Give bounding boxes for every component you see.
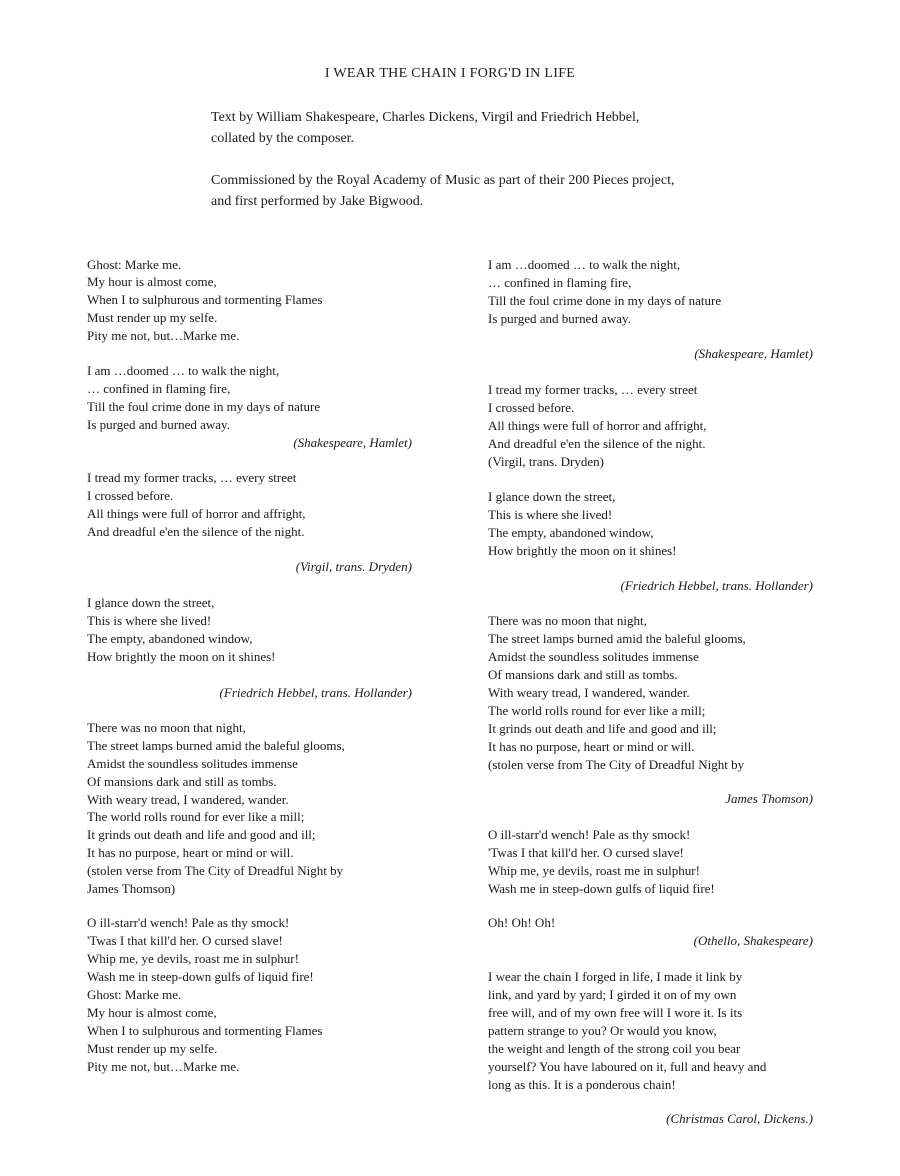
verse-line: I crossed before. bbox=[87, 488, 174, 503]
verse-line: Wash me in steep-down gulfs of liquid fire! bbox=[488, 881, 715, 896]
verse-line: Must render up my selfe. bbox=[87, 310, 218, 325]
verse-line: My hour is almost come, bbox=[87, 274, 217, 289]
attribution: (Friedrich Hebbel, trans. Hollander) bbox=[620, 578, 813, 593]
verse-line: Amidst the soundless solitudes immense bbox=[87, 756, 298, 771]
verse-line: Amidst the soundless solitudes immense bbox=[488, 649, 699, 664]
verse-line: I tread my former tracks, … every street bbox=[488, 382, 698, 397]
verse-line: How brightly the moon on it shines! bbox=[87, 649, 276, 664]
verse-line: Whip me, ye devils, roast me in sulphur! bbox=[87, 951, 299, 966]
verse-line: When I to sulphurous and tormenting Flames bbox=[87, 1023, 323, 1038]
attribution: (Virgil, trans. Dryden) bbox=[295, 559, 412, 574]
verse-line: (stolen verse from The City of Dreadful Night by bbox=[488, 757, 745, 772]
verse-line: Till the foul crime done in my days of nature bbox=[87, 399, 321, 414]
verse-line: O ill-starr'd wench! Pale as thy smock! bbox=[87, 915, 290, 930]
verse-line: I crossed before. bbox=[488, 400, 575, 415]
attribution: (Friedrich Hebbel, trans. Hollander) bbox=[219, 685, 412, 700]
verse-line: Of mansions dark and still as tombs. bbox=[87, 774, 277, 789]
verse-line: Ghost: Marke me. bbox=[87, 257, 182, 272]
verse-line: Pity me not, but…Marke me. bbox=[87, 1059, 240, 1074]
attribution: (Shakespeare, Hamlet) bbox=[293, 435, 412, 450]
attribution: James Thomson) bbox=[725, 791, 813, 806]
verse-line: Till the foul crime done in my days of nature bbox=[488, 293, 722, 308]
verse-line: Of mansions dark and still as tombs. bbox=[488, 667, 678, 682]
verse-line: 'Twas I that kill'd her. O cursed slave! bbox=[488, 845, 684, 860]
verse-line: Must render up my selfe. bbox=[87, 1041, 218, 1056]
verse-line: My hour is almost come, bbox=[87, 1005, 217, 1020]
verse-line: link, and yard by yard; I girded it on of my own bbox=[488, 987, 737, 1002]
verse-line: free will, and of my own free will I wore it. Is its bbox=[488, 1005, 743, 1020]
verse-line: And dreadful e'en the silence of the night. bbox=[87, 524, 305, 539]
verse-line: This is where she lived! bbox=[87, 613, 212, 628]
verse-line: With weary tread, I wandered, wander. bbox=[488, 685, 690, 700]
verse-line: The world rolls round for ever like a mill; bbox=[488, 703, 706, 718]
verse-line: I am …doomed … to walk the night, bbox=[87, 363, 280, 378]
verse-line: I glance down the street, bbox=[87, 595, 215, 610]
left-column bbox=[87, 0, 412, 1176]
verse-line: Is purged and burned away. bbox=[87, 417, 230, 432]
verse-line: 'Twas I that kill'd her. O cursed slave! bbox=[87, 933, 283, 948]
attribution: (Othello, Shakespeare) bbox=[693, 933, 813, 948]
verse-line: O ill-starr'd wench! Pale as thy smock! bbox=[488, 827, 691, 842]
verse-line: James Thomson) bbox=[87, 881, 176, 896]
verse-line: the weight and length of the strong coil you bear bbox=[488, 1041, 741, 1056]
verse-line: (Virgil, trans. Dryden) bbox=[488, 454, 604, 469]
verse-line: There was no moon that night, bbox=[488, 613, 647, 628]
verse-line: It grinds out death and life and good and ill; bbox=[488, 721, 717, 736]
verse-line: Wash me in steep-down gulfs of liquid fire! bbox=[87, 969, 314, 984]
verse-line: long as this. It is a ponderous chain! bbox=[488, 1077, 676, 1092]
verse-line: It has no purpose, heart or mind or will. bbox=[488, 739, 695, 754]
verse-line: The world rolls round for ever like a mill; bbox=[87, 809, 305, 824]
attribution: (Christmas Carol, Dickens.) bbox=[666, 1111, 813, 1126]
verse-line: The street lamps burned amid the baleful glooms, bbox=[87, 738, 345, 753]
verse-line: This is where she lived! bbox=[488, 507, 613, 522]
verse-line: (stolen verse from The City of Dreadful Night by bbox=[87, 863, 344, 878]
verse-line: … confined in flaming fire, bbox=[488, 275, 632, 290]
verse-line: I tread my former tracks, … every street bbox=[87, 470, 297, 485]
intro-text-credit: Text by William Shakespeare, Charles Dickens, Virgil and Friedrich Hebbel, collated by the composer. bbox=[211, 110, 640, 146]
verse-line: The street lamps burned amid the baleful glooms, bbox=[488, 631, 746, 646]
verse-line: How brightly the moon on it shines! bbox=[488, 543, 677, 558]
intro-commission: Commissioned by the Royal Academy of Music as part of their 200 Pieces project, and first performed by Jake Bigwood. bbox=[211, 173, 675, 209]
verse-line: All things were full of horror and affright, bbox=[87, 506, 306, 521]
verse-line: With weary tread, I wandered, wander. bbox=[87, 792, 289, 807]
verse-line: Whip me, ye devils, roast me in sulphur! bbox=[488, 863, 700, 878]
attribution: (Shakespeare, Hamlet) bbox=[694, 346, 813, 361]
verse-line: Oh! Oh! Oh! bbox=[488, 915, 556, 930]
verse-line: pattern strange to you? Or would you know, bbox=[488, 1023, 717, 1038]
verse-line: There was no moon that night, bbox=[87, 720, 246, 735]
verse-line: It has no purpose, heart or mind or will. bbox=[87, 845, 294, 860]
verse-line: Pity me not, but…Marke me. bbox=[87, 328, 240, 343]
verse-line: The empty, abandoned window, bbox=[87, 631, 253, 646]
verse-line: And dreadful e'en the silence of the night. bbox=[488, 436, 706, 451]
verse-line: yourself? You have laboured on it, full and heavy and bbox=[488, 1059, 767, 1074]
page-title: I WEAR THE CHAIN I FORG'D IN LIFE bbox=[324, 66, 576, 81]
verse-line: I wear the chain I forged in life, I made it link by bbox=[488, 969, 743, 984]
verse-line: All things were full of horror and affright, bbox=[488, 418, 707, 433]
verse-line: It grinds out death and life and good and ill; bbox=[87, 827, 316, 842]
verse-line: Ghost: Marke me. bbox=[87, 987, 182, 1002]
verse-line: When I to sulphurous and tormenting Flames bbox=[87, 292, 323, 307]
verse-line: … confined in flaming fire, bbox=[87, 381, 231, 396]
verse-line: Is purged and burned away. bbox=[488, 311, 631, 326]
verse-line: The empty, abandoned window, bbox=[488, 525, 654, 540]
right-column bbox=[488, 0, 813, 1176]
verse-line: I glance down the street, bbox=[488, 489, 616, 504]
verse-line: I am …doomed … to walk the night, bbox=[488, 257, 681, 272]
